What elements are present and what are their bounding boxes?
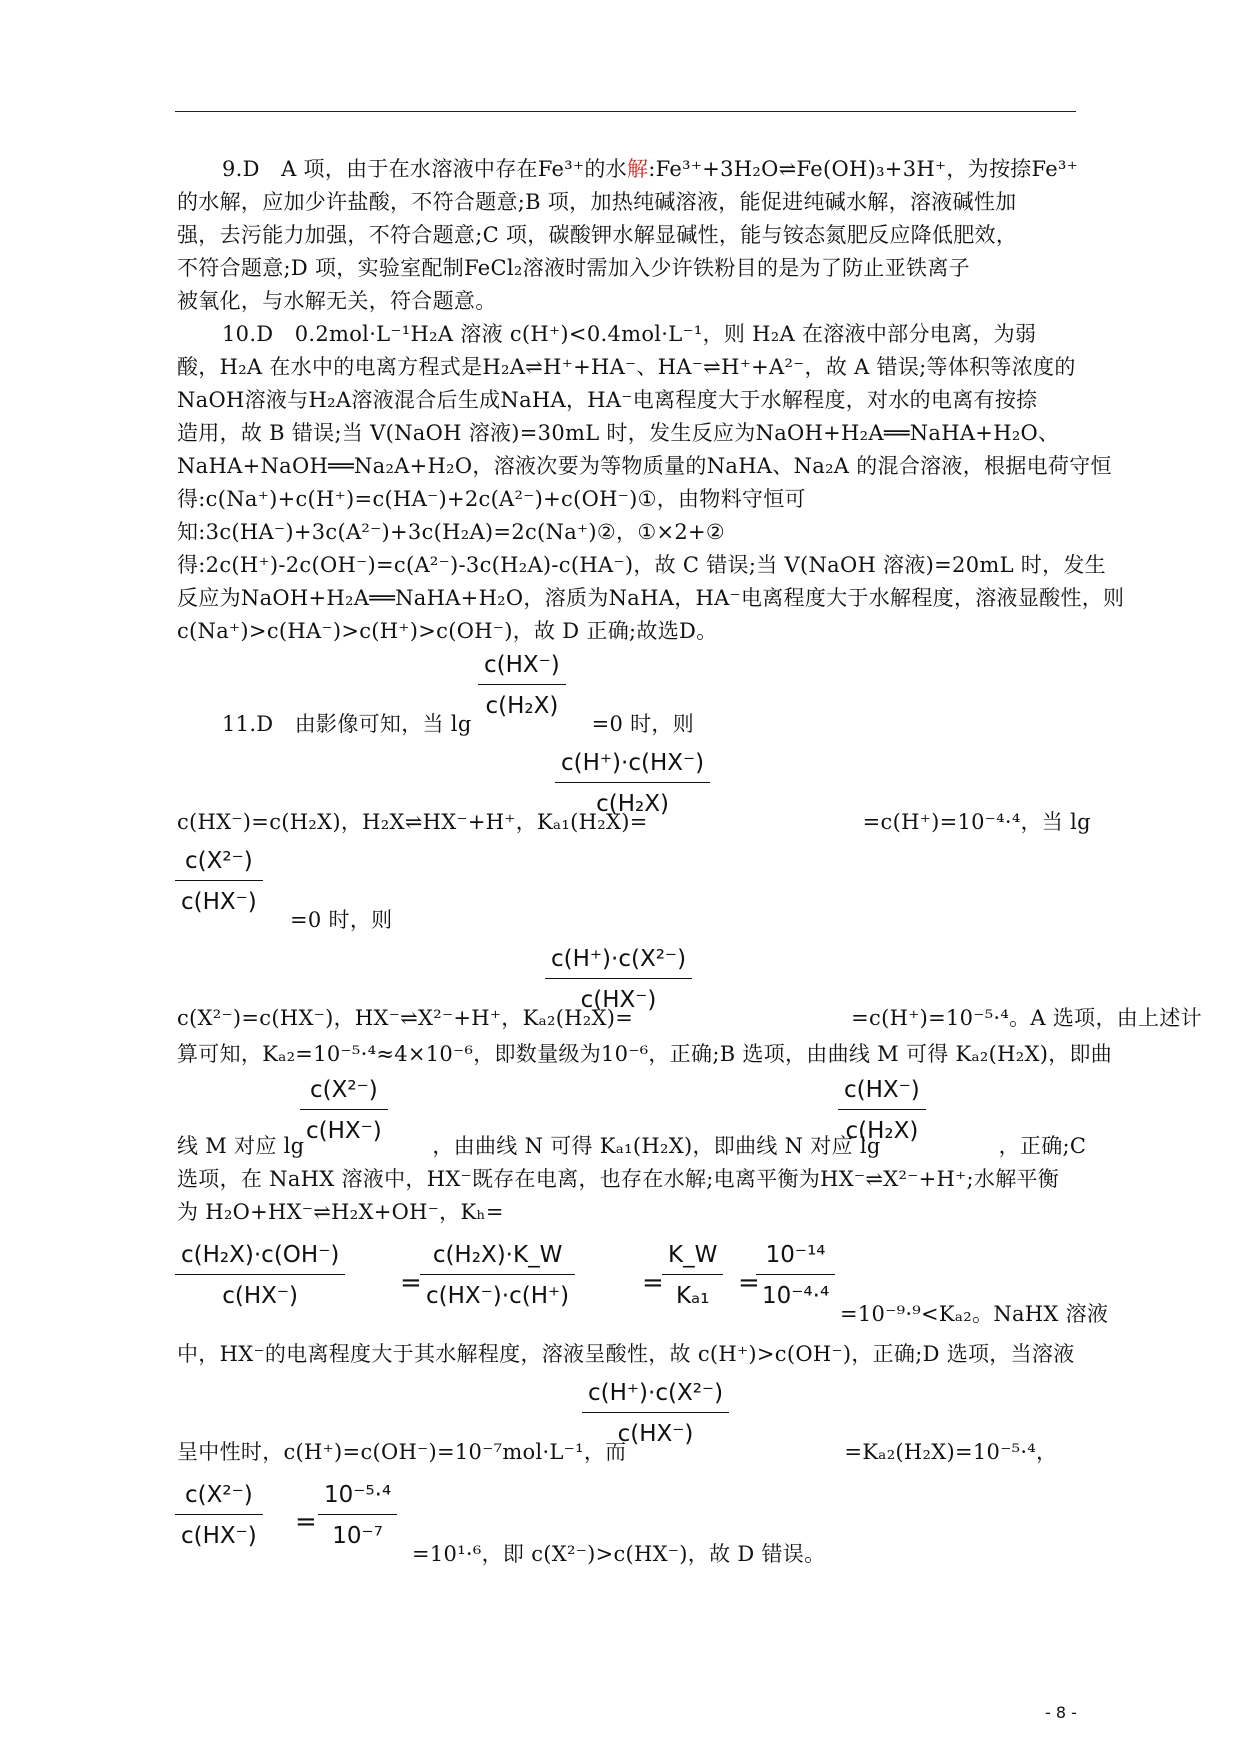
fraction-9: K_W Kₐ₁ [662,1240,723,1311]
q11-line-9: =10⁻⁹·⁹<Kₐ₂。NaHX 溶液 [840,1302,1109,1326]
fraction-11: c(H⁺)·c(X²⁻) c(HX⁻) [582,1378,729,1449]
q9-line-2: 的水解，应加少许盐酸，不符合题意;B 项，加热纯碱溶液，能促进纯碱水解，溶液碱性加 [177,190,1017,214]
q11-line-7: 选项，在 NaHX 溶液中，HX⁻既存在电离，也存在水解;电离平衡为HX⁻⇌X²⁻+H⁺;水解平衡 [177,1167,1060,1191]
fraction-8: c(H₂X)·K_W c(HX⁻)·c(H⁺) [420,1240,575,1311]
fraction-5: c(X²⁻) c(HX⁻) [300,1075,388,1146]
equals-sign: = [738,1268,760,1298]
q9-line-4: 不符合题意;D 项，实验室配制FeCl₂溶液时需加入少许铁粉目的是为了防止亚铁离子 [177,256,970,280]
q10-line-6: 得:c(Na⁺)+c(H⁺)=c(HA⁻)+2c(A²⁻)+c(OH⁻)①，由物料守恒可 [177,487,806,511]
q10-line-1: 10.D 0.2mol·L⁻¹H₂A 溶液 c(H⁺)<0.4mol·L⁻¹，则 H₂A 在溶液中部分电离，为弱 [222,322,1037,346]
fraction-12: c(X²⁻) c(HX⁻) [175,1480,263,1551]
q10-line-5: NaHA+NaOH══Na₂A+H₂O，溶液次要为等物质量的NaHA、Na₂A 的混合溶液，根据电荷守恒 [177,454,1112,478]
fraction-2: c(H⁺)·c(HX⁻) c(H₂X) [555,748,710,819]
q11-line-6: 线 M 对应 lg ，由曲线 N 可得 Kₐ₁(H₂X)，即曲线 N 对应 lg ，正确;C [177,1134,1087,1158]
q10-line-9: 反应为NaOH+H₂A══NaHA+H₂O，溶质为NaHA，HA⁻电离程度大于水解程度，溶液显酸性，则 [177,586,1125,610]
q10-line-2: 酸，H₂A 在水中的电离方程式是H₂A⇌H⁺+HA⁻、HA⁻⇌H⁺+A²⁻，故 A 错误;等体积等浓度的 [177,355,1076,379]
highlight-text: 解 [626,157,649,181]
q11-line-12: =10¹·⁶，即 c(X²⁻)>c(HX⁻)，故 D 错误。 [412,1542,826,1566]
fraction-1: c(HX⁻) c(H₂X) [478,650,566,721]
fraction-7: c(H₂X)·c(OH⁻) c(HX⁻) [175,1240,345,1311]
equals-sign: = [400,1268,422,1298]
q11-line-10: 中，HX⁻的电离程度大于其水解程度，溶液呈酸性，故 c(H⁺)>c(OH⁻)，正确;D 选项，当溶液 [177,1342,1075,1366]
q9-line-3: 强，去污能力加强，不符合题意;C 项，碳酸钾水解显碱性，能与铵态氮肥反应降低肥效， [177,223,1018,247]
equals-sign: = [642,1268,664,1298]
q11-line-4: c(X²⁻)=c(HX⁻)，HX⁻⇌X²⁻+H⁺，Kₐ₂(H₂X)= =c(H⁺)=10⁻⁵·⁴。A 选项，由上述计 [177,1006,1202,1030]
fraction-6: c(HX⁻) c(H₂X) [838,1075,926,1146]
q10-line-8: 得:2c(H⁺)-2c(OH⁻)=c(A²⁻)-3c(H₂A)-c(HA⁻)，故 C 错误;当 V(NaOH 溶液)=20mL 时，发生 [177,553,1106,577]
q11-line-3: =0 时，则 [290,908,393,932]
q11-line-8: 为 H₂O+HX⁻⇌H₂X+OH⁻，Kₕ= [177,1200,504,1224]
q10-line-4: 造用，故 B 错误;当 V(NaOH 溶液)=30mL 时，发生反应为NaOH+H₂A══NaHA+H₂O、 [177,421,1060,445]
q11-line-1: 11.D 由影像可知，当 lg =0 时，则 [222,712,695,736]
q10-line-3: NaOH溶液与H₂A溶液混合后生成NaHA，HA⁻电离程度大于水解程度，对水的电离有按捺 [177,388,1038,412]
q11-line-2: c(HX⁻)=c(H₂X)，H₂X⇌HX⁻+H⁺，Kₐ₁(H₂X)= =c(H⁺)=10⁻⁴·⁴，当 lg [177,810,1091,834]
q9-line-5: 被氧化，与水解无关，符合题意。 [177,289,497,313]
fraction-10: 10⁻¹⁴ 10⁻⁴·⁴ [756,1240,835,1311]
page-number: - 8 - [1045,1703,1077,1722]
equals-sign: = [295,1507,317,1537]
q10-line-10: c(Na⁺)>c(HA⁻)>c(H⁺)>c(OH⁻)，故 D 正确;故选D。 [177,619,718,643]
q10-line-7: 知:3c(HA⁻)+3c(A²⁻)+3c(H₂A)=2c(Na⁺)②，①×2+② [177,520,726,544]
header-rule [175,111,1076,112]
fraction-4: c(H⁺)·c(X²⁻) c(HX⁻) [545,944,692,1015]
q11-line-11: 呈中性时，c(H⁺)=c(OH⁻)=10⁻⁷mol·L⁻¹，而 =Kₐ₂(H₂X)=10⁻⁵·⁴， [177,1440,1058,1464]
fraction-13: 10⁻⁵·⁴ 10⁻⁷ [318,1480,397,1551]
fraction-3: c(X²⁻) c(HX⁻) [175,846,263,917]
q9-line-1: 9.D A 项，由于在水溶液中存在Fe³⁺的水解:Fe³⁺+3H₂O⇌Fe(OH)₃+3H⁺，为按捺Fe³⁺ [222,157,1079,181]
q11-line-5: 算可知，Kₐ₂=10⁻⁵·⁴≈4×10⁻⁶，即数量级为10⁻⁶，正确;B 选项，由曲线 M 可得 Kₐ₂(H₂X)，即曲 [177,1042,1113,1066]
